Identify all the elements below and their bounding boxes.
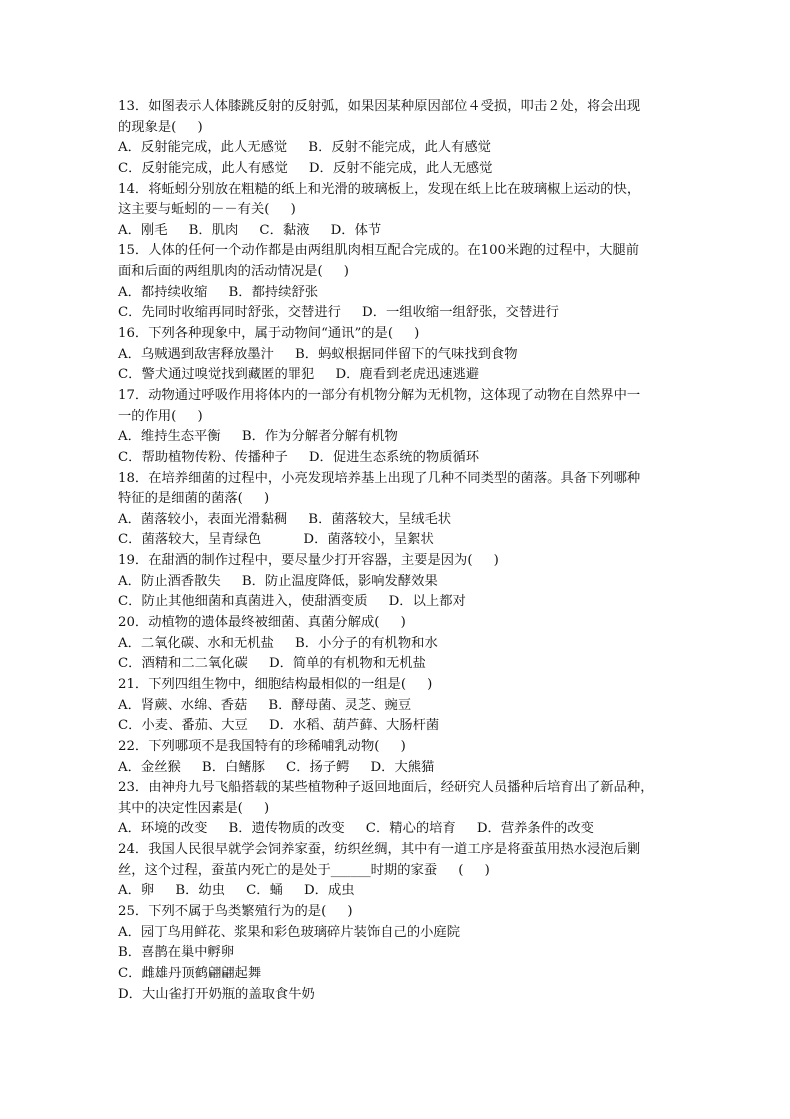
- text-line: C．帮助植物传粉、传播种子 D．促进生态系统的物质循环: [118, 449, 480, 465]
- text-line: 18．在培养细菌的过程中，小亮发现培养基上出现了几种不同类型的菌落。具备下列哪种: [118, 470, 641, 486]
- text-line: A．卵 B．幼虫 C．蛹 D．成虫: [118, 883, 355, 899]
- text-line: 其中的决定性因素是( ): [118, 800, 270, 816]
- text-line: C．小麦、番茄、大豆 D．水稻、葫芦藓、大肠杆菌: [118, 718, 440, 734]
- text-line: C．防止其他细菌和真菌进入，使甜酒变质 D．以上都对: [118, 594, 466, 610]
- text-line: A．环境的改变 B．遗传物质的改变 C．精心的培育 D．营养条件的改变: [118, 821, 594, 837]
- text-line: 19．在甜酒的制作过程中，要尽量少打开容器，主要是因为( ): [118, 553, 499, 569]
- text-line: A．二氧化碳、水和无机盐 B．小分子的有机物和水: [118, 635, 438, 651]
- text-line: D．大山雀打开奶瓶的盖取食牛奶: [118, 986, 315, 1002]
- text-line: 23．由神舟九号飞船搭载的某些植物种子返回地面后，经研究人员播种后培育出了新品种，: [118, 780, 654, 796]
- text-line: 16．下列各种现象中，属于动物间“通讯”的是( ): [118, 326, 420, 342]
- text-line: 21．下列四组生物中，细胞结构最相似的一组是( ): [118, 676, 433, 692]
- text-line: C．反射能完成，此人有感觉 D．反射不能完成，此人无感觉: [118, 160, 493, 176]
- text-line: 面和后面的两组肌肉的活动情况是( ): [118, 264, 349, 280]
- text-line: 这主要与蚯蚓的－－有关( ): [118, 202, 296, 218]
- text-line: A．菌落较小，表面光滑黏稠 B．菌落较大，呈绒毛状: [118, 511, 452, 527]
- text-line: C．雌雄丹顶鹤翩翩起舞: [118, 965, 262, 981]
- text-line: 17．动物通过呼吸作用将体内的一部分有机物分解为无机物，这体现了动物在自然界中一: [118, 387, 641, 403]
- text-line: 20．动植物的遗体最终被细菌、真菌分解成( ): [118, 615, 406, 631]
- text-line: 13．如图表示人体膝跳反射的反射弧，如果因某种原因部位４受损，叩击２处，将会出现: [118, 99, 641, 114]
- text-line: C．警犬通过嗅觉找到藏匿的罪犯 D．鹿看到老虎迅速逃避: [118, 367, 480, 383]
- text-line: A．都持续收缩 B．都持续舒张: [118, 284, 319, 300]
- text-line: 丝，这个过程，蚕茧内死亡的是处于______时期的家蚕 ( ): [118, 862, 490, 878]
- text-line: A．乌贼遇到敌害释放墨汁 B．蚂蚁根据同伴留下的气味找到食物: [118, 346, 518, 362]
- text-line: C．酒精和二二氧化碳 D．简单的有机物和无机盐: [118, 656, 426, 672]
- text-line: A．防止酒香散失 B．防止温度降低，影响发酵效果: [118, 573, 438, 589]
- text-line: A．肾蕨、水绵、香菇 B．酵母菌、灵芝、豌豆: [118, 697, 412, 713]
- text-line: B．喜鹊在巢中孵卵: [118, 945, 235, 961]
- text-line: A．反射能完成，此人无感觉 B．反射不能完成，此人有感觉: [118, 140, 491, 156]
- text-line: C．先同时收缩再同时舒张，交替进行 D．一组收缩一组舒张，交替进行: [118, 305, 559, 321]
- text-line: A．刚毛 B．肌肉 C．黏液 D．体节: [118, 222, 382, 238]
- text-line: 特征的是细菌的菌落( ): [118, 491, 270, 507]
- text-line: C．菌落较大，呈青绿色 D．菌落较小，呈絮状: [118, 532, 434, 548]
- text-line: 的现象是( ): [118, 119, 203, 135]
- text-line: 22．下列哪项不是我国特有的珍稀哺乳动物( ): [118, 738, 406, 754]
- question-text-block: [118, 97, 678, 1005]
- text-line: 25．下列不属于鸟类繁殖行为的是( ): [118, 903, 353, 919]
- text-line: 14．将蚯蚓分别放在粗糙的纸上和光滑的玻璃板上，发现在纸上比在玻璃椒上运动的快，: [118, 181, 641, 197]
- text-line: A．园丁鸟用鲜花、浆果和彩色玻璃碎片装饰自己的小庭院: [118, 924, 461, 940]
- text-line: A．金丝猴 B．白鳍豚 C．扬子鳄 D．大熊猫: [118, 759, 435, 775]
- text-line: A．维持生态平衡 B．作为分解者分解有机物: [118, 429, 398, 445]
- text-line: 24．我国人民很早就学会饲养家蚕，纺织丝绸，其中有一道工序是将蚕茧用热水浸泡后剿: [118, 842, 641, 858]
- text-line: 15．人体的任何一个动作都是由两组肌肉相互配合完成的。在100米跑的过程中，大腿前: [118, 243, 639, 259]
- text-line: 一的作用( ): [118, 408, 203, 424]
